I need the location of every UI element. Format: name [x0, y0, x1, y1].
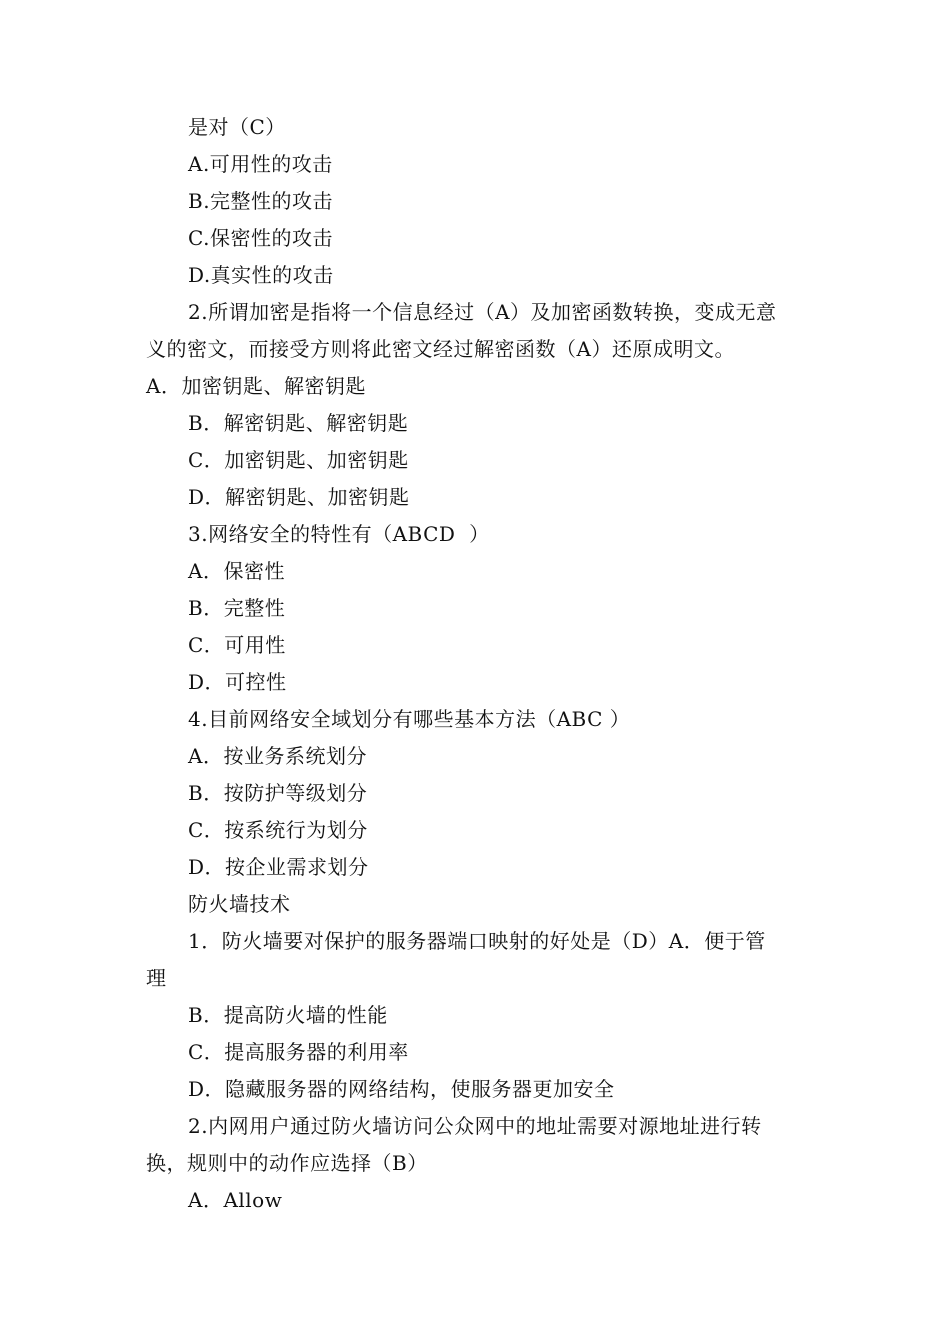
text-line: 义的密文，而接受方则将此密文经过解密函数（A）还原成明文。	[146, 337, 735, 361]
text-line: A．按业务系统划分	[188, 744, 367, 768]
text-line: 2.所谓加密是指将一个信息经过（A）及加密函数转换，变成无意	[188, 300, 777, 324]
text-line: 理	[146, 966, 167, 990]
text-line: 3.网络安全的特性有（ABCD ）	[188, 522, 490, 546]
text-line: C．按系统行为划分	[188, 818, 368, 842]
text-line: 是对（C）	[188, 115, 286, 139]
text-line: A.可用性的攻击	[188, 152, 333, 176]
text-line: 换，规则中的动作应选择（B）	[146, 1151, 428, 1175]
text-line: 2.内网用户通过防火墙访问公众网中的地址需要对源地址进行转	[188, 1114, 762, 1138]
text-line: C.保密性的攻击	[188, 226, 333, 250]
text-line: B．完整性	[188, 596, 286, 620]
text-line: A．保密性	[188, 559, 285, 583]
text-line: B．解密钥匙、解密钥匙	[188, 411, 409, 435]
text-line: B.完整性的攻击	[188, 189, 334, 213]
text-line: B．按防护等级划分	[188, 781, 368, 805]
text-line: A．加密钥匙、解密钥匙	[146, 374, 366, 398]
text-line: B．提高防火墙的性能	[188, 1003, 388, 1027]
text-line: D．按企业需求划分	[188, 855, 369, 879]
text-line: D．可控性	[188, 670, 287, 694]
text-line: D．隐藏服务器的网络结构，使服务器更加安全	[188, 1077, 615, 1101]
text-line: D.真实性的攻击	[188, 263, 334, 287]
section-heading: 防火墙技术	[188, 892, 291, 916]
text-line: C．提高服务器的利用率	[188, 1040, 409, 1064]
text-line: 1．防火墙要对保护的服务器端口映射的好处是（D）A．便于管	[188, 929, 766, 953]
text-line: C．可用性	[188, 633, 286, 657]
text-line: C．加密钥匙、加密钥匙	[188, 448, 409, 472]
text-line: 4.目前网络安全域划分有哪些基本方法（ABC ）	[188, 707, 631, 731]
text-line: A．Allow	[188, 1188, 283, 1212]
text-line: D．解密钥匙、加密钥匙	[188, 485, 410, 509]
